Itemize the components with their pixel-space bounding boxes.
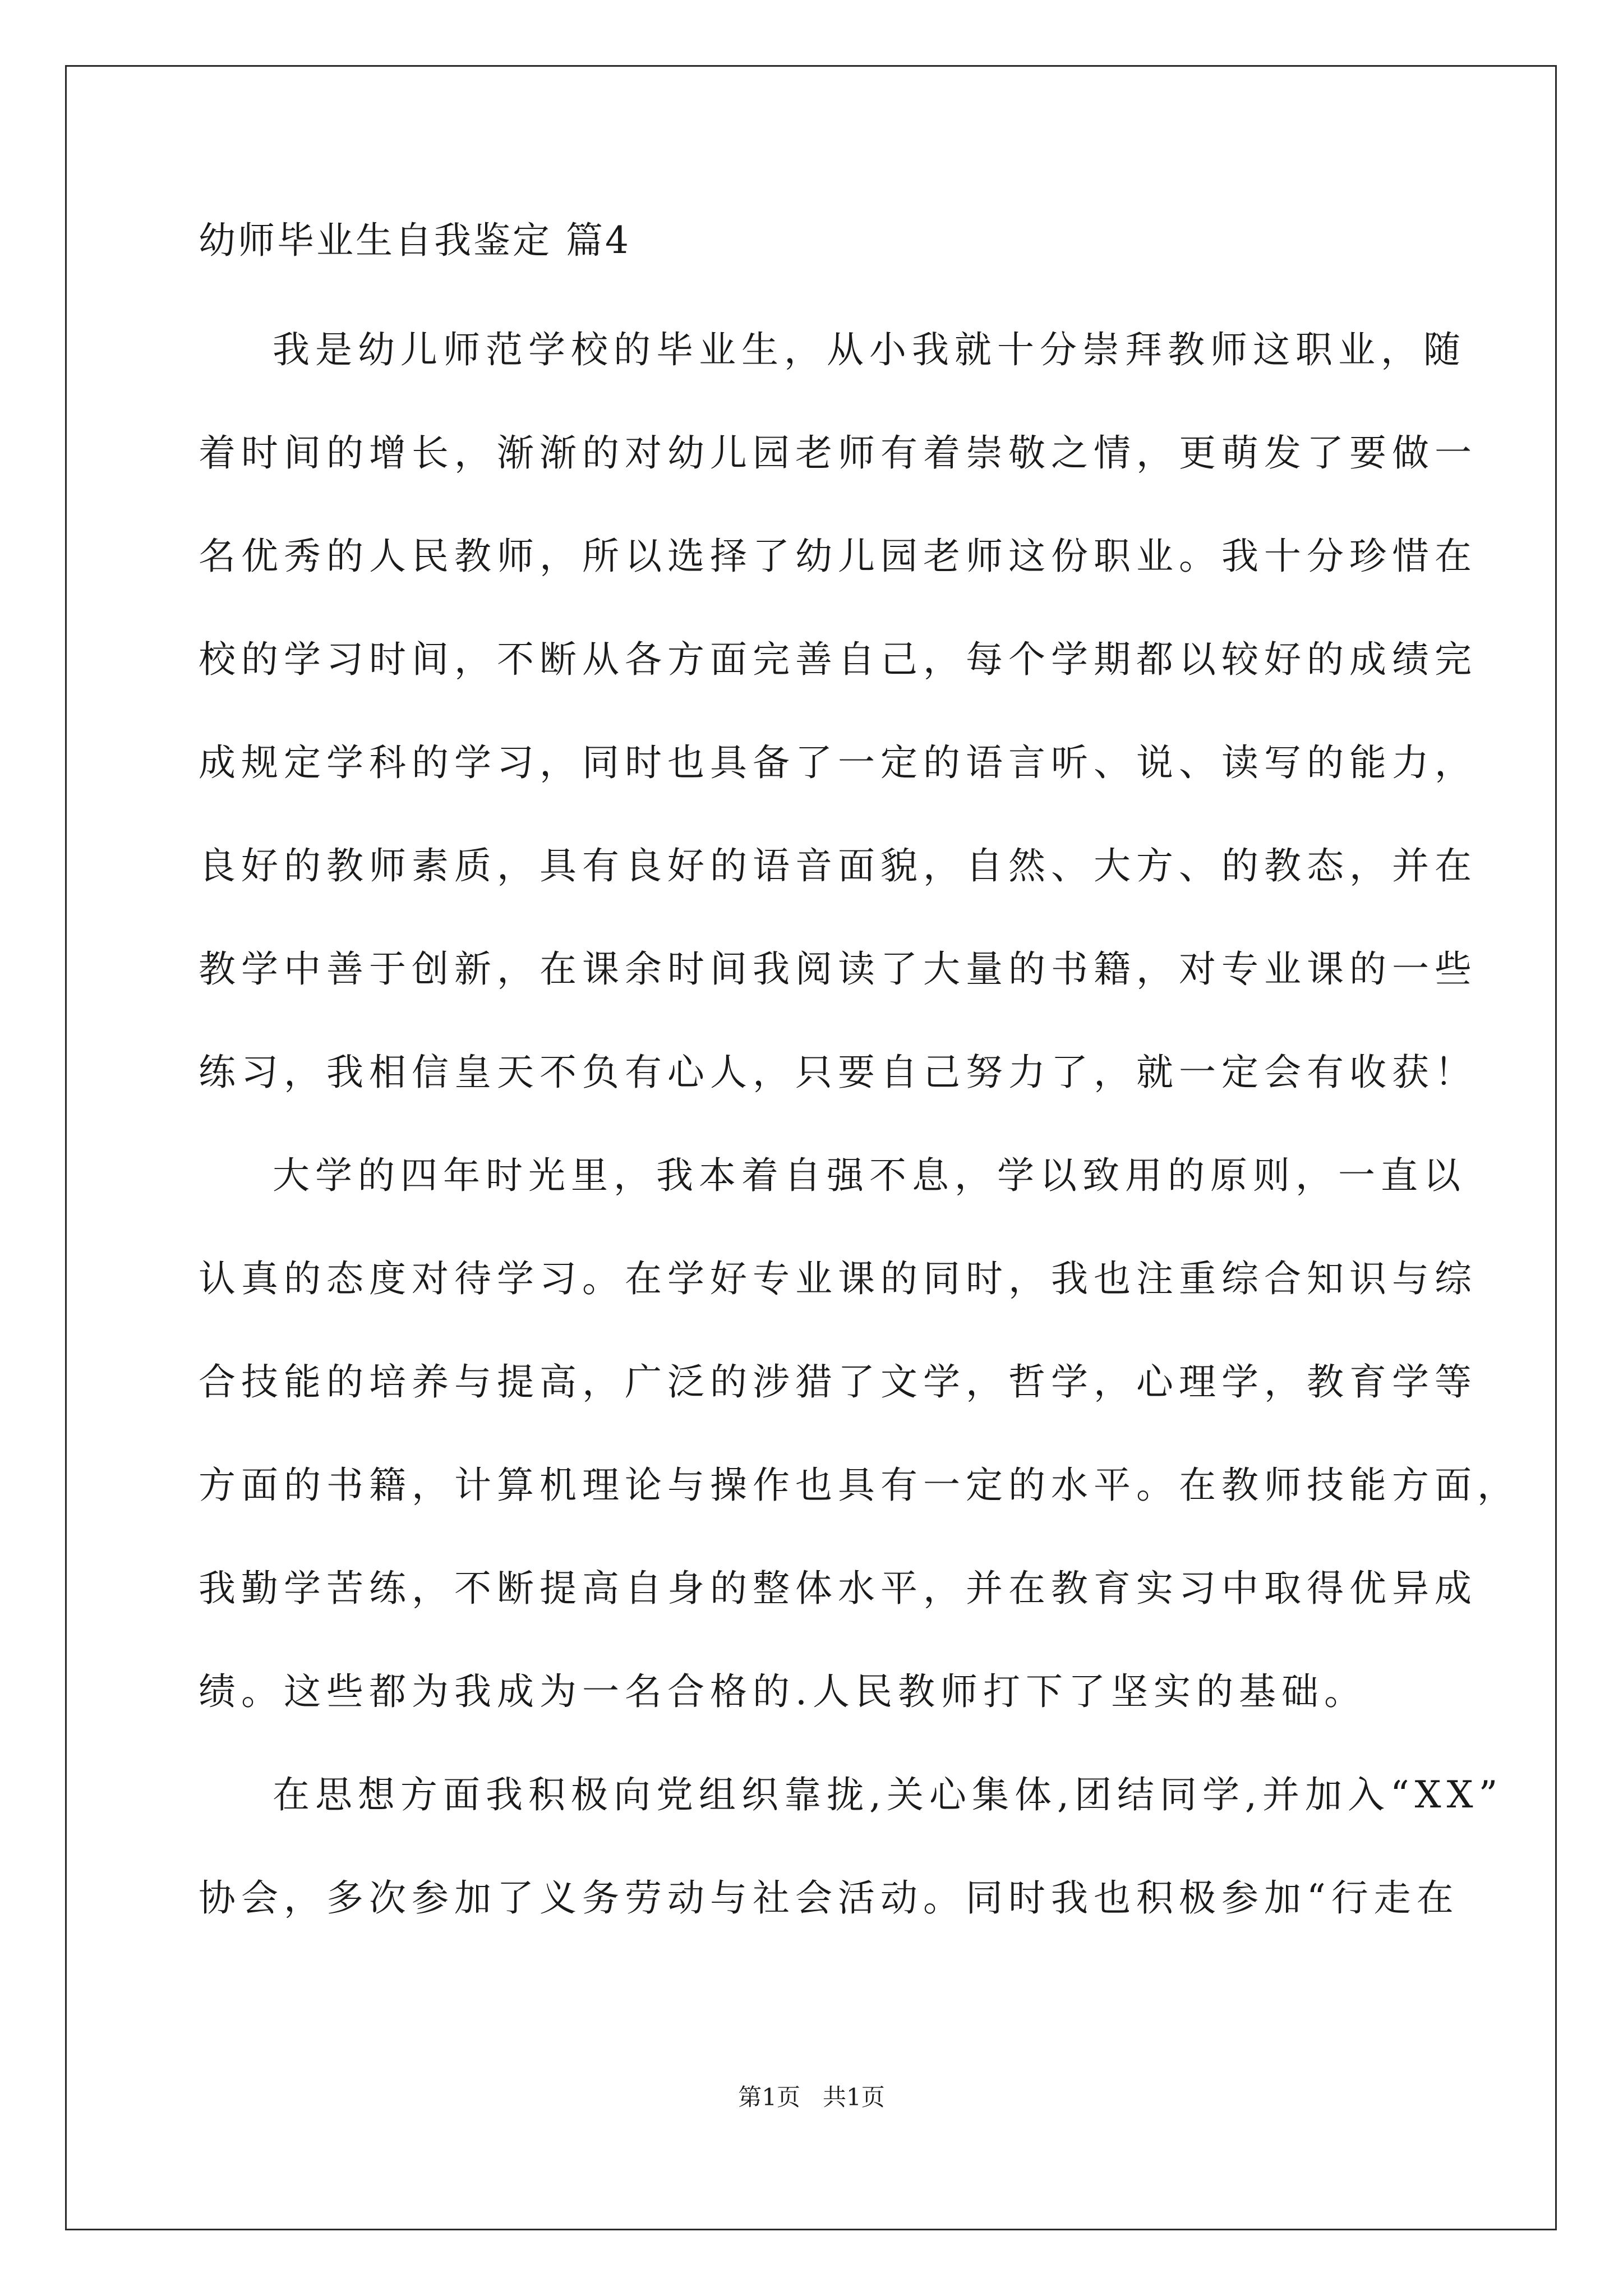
paragraph-line: 良好的教师素质，具有良好的语音面貌，自然、大方、的教态，并在 (199, 844, 1477, 887)
paragraph-line: 我是幼儿师范学校的毕业生，从小我就十分崇拜教师这职业，随 (273, 328, 1466, 371)
paragraph-line: 校的学习时间，不断从各方面完善自己，每个学期都以较好的成绩完 (199, 638, 1477, 681)
paragraph-line: 教学中善于创新，在课余时间我阅读了大量的书籍，对专业课的一些 (199, 947, 1477, 991)
page-number: 第1页 (738, 2083, 800, 2111)
paragraph-line: 我勤学苦练，不断提高自身的整体水平，并在教育实习中取得优异成 (199, 1567, 1477, 1610)
document-body (199, 298, 1520, 1950)
paragraph-3 (199, 1743, 1504, 1950)
paragraph-line: 名优秀的人民教师，所以选择了幼儿园老师这份职业。我十分珍惜在 (199, 535, 1477, 578)
paragraph-line: 练习，我相信皇天不负有心人，只要自己努力了，就一定会有收获！ (199, 1051, 1477, 1094)
paragraph-line: 在思想方面我积极向党组织靠拢,关心集体,团结同学,并加入“XX” (273, 1773, 1504, 1816)
document-title: 幼师毕业生自我鉴定 篇4 (199, 219, 631, 262)
paragraph-line: 着时间的增长，渐渐的对幼儿园老师有着崇敬之情，更萌发了要做一 (199, 431, 1477, 475)
paragraph-line: 绩。这些都为我成为一名合格的.人民教师打下了坚实的基础。 (199, 1670, 1367, 1713)
paragraph-line: 协会，多次参加了义务劳动与社会活动。同时我也积极参加“行走在 (199, 1876, 1459, 1920)
paragraph-line: 认真的态度对待学习。在学好专业课的同时，我也注重综合知识与综 (199, 1257, 1477, 1300)
paragraph-line: 大学的四年时光里，我本着自强不息，学以致用的原则，一直以 (273, 1154, 1466, 1197)
page-footer (0, 2083, 1623, 2111)
paragraph-2 (199, 1124, 1520, 1743)
paragraph-1 (199, 298, 1477, 1124)
page-total: 共1页 (823, 2083, 885, 2111)
paragraph-line: 成规定学科的学习，同时也具备了一定的语言听、说、读写的能力， (199, 741, 1477, 784)
paragraph-line: 合技能的培养与提高，广泛的涉猎了文学，哲学，心理学，教育学等 (199, 1360, 1477, 1404)
paragraph-line: 方面的书籍，计算机理论与操作也具有一定的水平。在教师技能方面， (199, 1464, 1520, 1507)
